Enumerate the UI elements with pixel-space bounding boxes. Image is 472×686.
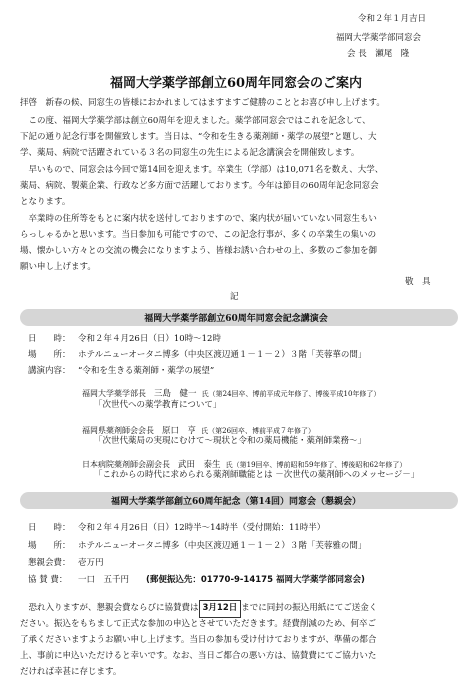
intro-line: 願い申し上げます。	[20, 262, 96, 272]
closing-line: だければ幸甚に存じます。	[20, 667, 122, 677]
intro-line: この度、福岡大学薬学部は創立60周年を迎えました。薬学部同窓会ではこれを記念して、	[20, 116, 371, 126]
speaker-affiliation: 福岡県薬剤師会会長	[82, 426, 162, 435]
reunion-support-value: 一口 五千円	[78, 575, 130, 585]
intro-line: 学、薬局、病院で活躍されている３名の同窓生の先生による記念講演会を開催致します。	[20, 148, 360, 158]
lecture-content-label: 講演内容：	[28, 366, 71, 376]
reunion-fee-label: 懇親会費：	[28, 558, 71, 568]
intro-line: 下記の通り記念行事を開催致します。当日は、“令和を生きる薬剤師・薬学の展望”と題し、大	[20, 132, 377, 142]
lecture-content-value: “令和を生きる薬剤師・薬学の展望”	[78, 366, 215, 376]
intro-line: となります。	[20, 197, 71, 207]
intro-line: らっしゃるかと思います。当日参加も可能ですので、この記念行事が、多くの卒業生の集いの	[20, 230, 377, 240]
speaker-topic: 「次世代薬局の実現にむけて～現状と令和の薬局機能・薬剤師業務～」	[94, 436, 367, 446]
speaker-name: 武田 泰生	[178, 460, 221, 470]
reunion-place-label: 場 所：	[28, 541, 71, 551]
speaker-note: 氏（第24回卒、博前平成元年修了、博後平成10年修了）	[201, 390, 381, 398]
issue-date: 令和２年１月吉日	[358, 14, 427, 24]
reunion-date-value: 令和２年４月26日（日）12時半～14時半（受付開始：11時半）	[78, 523, 326, 533]
lecture-place-label: 場 所：	[28, 350, 71, 360]
speaker-note: 氏（第26回卒、博前平成７年修了）	[201, 427, 316, 435]
reunion-fee-value: 壱万円	[78, 558, 104, 568]
closing-text: 恐れ入りますが、懇親会費ならびに協賛費は	[20, 603, 199, 613]
closing-line: ださい。振込をもちまして正式な参加の申込とさせていただきます。経費削減のため、何卒ご	[20, 619, 376, 629]
president-name: 会 長 瀬尾 隆	[347, 49, 410, 59]
intro-line: 薬局、病院、製薬企業、行政など多方面で活躍しております。今年は節目の60周年記念同窓会	[20, 181, 379, 191]
lecture-section-title: 福岡大学薬学部創立60周年同窓会記念講演会	[144, 314, 328, 324]
lecture-date-value: 令和２年４月26日（日）10時～12時	[78, 334, 221, 344]
closing-line	[20, 600, 458, 618]
reunion-section-title: 福岡大学薬学部創立60周年記念（第14回）同窓会（懇親会）	[110, 497, 362, 507]
page-title: 福岡大学薬学部創立60周年同窓会のご案内	[109, 76, 363, 91]
closing-keigu: 敬 具	[405, 277, 431, 287]
speaker-note: 氏（第19回卒、博前昭和59年修了、博後昭和62年修了）	[225, 461, 407, 469]
intro-line: 場、懐かしい方々との交流の機会になりますよう、皆様お誘い合わせの上、多数のご参加を御	[20, 246, 378, 256]
ki-marker: 記	[230, 292, 239, 302]
intro-line: 早いもので、同窓会は今回で第14回を迎えます。卒業生（学部）は10,071名を数え、大学、	[20, 165, 384, 175]
reunion-place-value: ホテルニューオータニ博多（中央区渡辺通１－１－２）３階「芙蓉雅の間」	[78, 541, 367, 551]
organization-name: 福岡大学薬学部同窓会	[336, 33, 422, 43]
speaker-affiliation: 福岡大学薬学部長	[82, 389, 154, 398]
intro-line: 卒業時の住所等をもとに案内状を送付しておりますので、案内状が届いていない同窓生もい	[20, 214, 377, 224]
speaker-topic: 「次世代への薬学教育について」	[94, 400, 222, 410]
closing-line: 上、事前に申込いただけると幸いです。なお、当日ご都合の悪い方は、協賛費にてご協力いた	[20, 651, 377, 661]
speaker-affiliation: 日本病院薬剤師会副会長	[82, 460, 178, 469]
closing-line: 了承くださいますようお願い申し上げます。当日の参加も受け付けておりますが、準備の都合	[20, 635, 377, 645]
speaker-name: 三島 健一	[154, 389, 197, 399]
deadline-date: 3月12日	[199, 600, 242, 618]
reunion-date-label: 日 時：	[28, 523, 71, 533]
speaker-name: 原口 亨	[162, 426, 197, 436]
reunion-support-transfer: (郵便振込先：01770-9-14175 福岡大学薬学部同窓会)	[146, 575, 365, 585]
lecture-place-value: ホテルニューオータニ博多（中央区渡辺通１－１－２）３階「芙蓉華の間」	[78, 350, 367, 360]
closing-text: までに同封の振込用紙にてご送金く	[241, 603, 378, 613]
lecture-date-label: 日 時：	[28, 334, 71, 344]
reunion-support-label: 協 賛 費：	[28, 575, 68, 585]
intro-line: 拝啓 新春の候、同窓生の皆様におかれましてはますますご健勝のこととお喜び申し上げます。	[20, 98, 385, 108]
speaker-topic: 「これからの時代に求められる薬剤師職能とは －次世代の薬剤師へのメッセージ－」	[94, 470, 420, 480]
